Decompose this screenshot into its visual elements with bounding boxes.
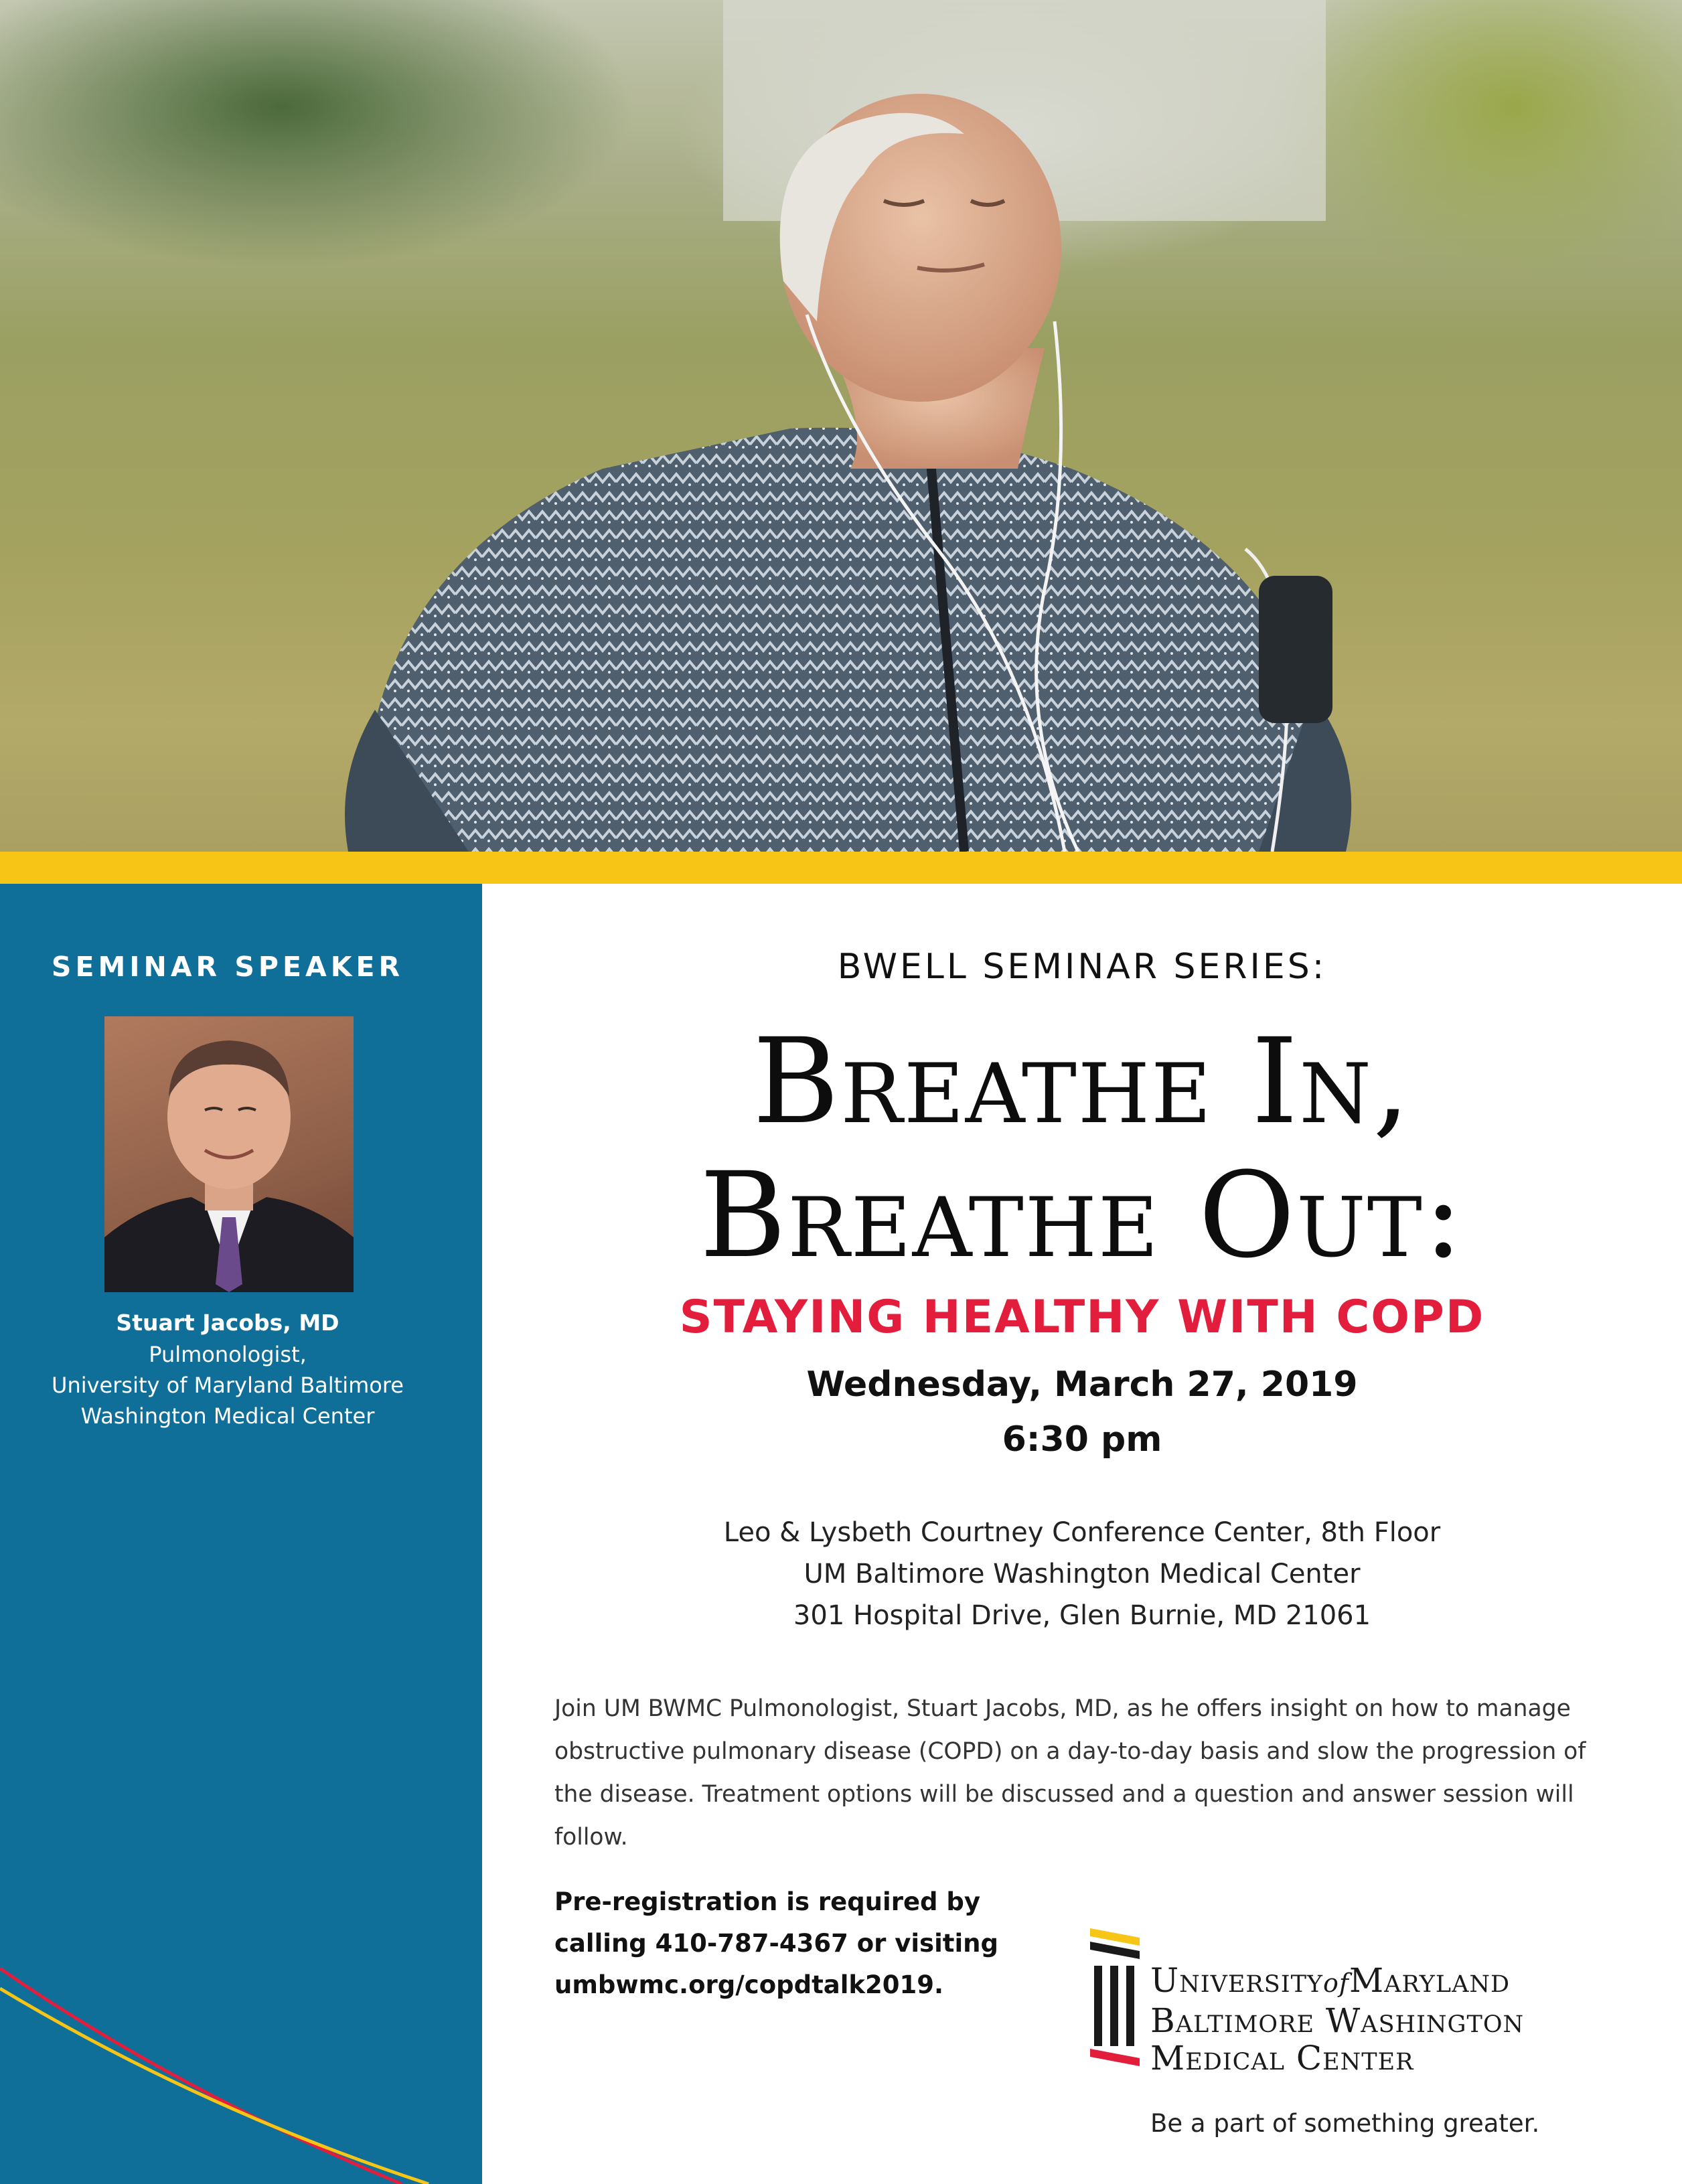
speaker-panel — [0, 884, 482, 2184]
series-label: BWELL SEMINAR SERIES: — [837, 947, 1327, 987]
event-title-line-1: Breathe In, — [753, 1013, 1411, 1150]
event-subtitle: STAYING HEALTHY WITH COPD — [679, 1291, 1485, 1344]
registration-line-2: calling 410-787-4367 or visiting — [554, 1929, 998, 1958]
hero-photo — [0, 0, 1682, 852]
event-description: Join UM BWMC Pulmonologist, Stuart Jacobs, MD, as he offers insight on how to manage obstructive pulmonary disease (COPD) on a day-to-day basis and slow the progression of the disease. Treatment options will be discussed and a question and answer session will follow. — [554, 1695, 1586, 1851]
tagline: Be a part of something greater. — [1150, 2109, 1540, 2138]
logo-line-3: Medical Center — [1150, 2039, 1414, 2078]
speaker-name: Stuart Jacobs, MD — [116, 1310, 339, 1336]
hospital-logo-wordmark — [1150, 1962, 1524, 2077]
event-details — [482, 884, 1682, 2184]
event-date: Wednesday, March 27, 2019 — [806, 1364, 1358, 1405]
event-time: 6:30 pm — [1002, 1419, 1162, 1460]
registration-line-1: Pre-registration is required by — [554, 1887, 981, 1916]
logo-line-1: UniversityofMaryland — [1150, 1961, 1511, 2000]
speaker-title: Pulmonologist, — [149, 1342, 307, 1367]
accent-band — [0, 852, 1682, 884]
speaker-affiliation-line-1: University of Maryland Baltimore — [52, 1373, 404, 1398]
speaker-affiliation-line-2: Washington Medical Center — [80, 1403, 375, 1429]
logo-line-2: Baltimore Washington — [1150, 2001, 1525, 2040]
woman-breathing-illustration — [0, 0, 1682, 852]
venue-address — [482, 1512, 1682, 1636]
venue-line-3: 301 Hospital Drive, Glen Burnie, MD 21061 — [793, 1600, 1371, 1631]
registration-info — [554, 1881, 1050, 2006]
speaker-heading: SEMINAR SPEAKER — [51, 951, 404, 983]
venue-line-1: Leo & Lysbeth Courtney Conference Center, 8th Floor — [723, 1517, 1441, 1548]
event-title-line-2: Breathe Out: — [699, 1147, 1465, 1284]
decorative-swoosh — [0, 884, 482, 2184]
venue-line-2: UM Baltimore Washington Medical Center — [804, 1559, 1361, 1589]
registration-link[interactable]: umbwmc.org/copdtalk2019. — [554, 1970, 944, 1999]
hospital-logo-icon — [1085, 1915, 1145, 2076]
